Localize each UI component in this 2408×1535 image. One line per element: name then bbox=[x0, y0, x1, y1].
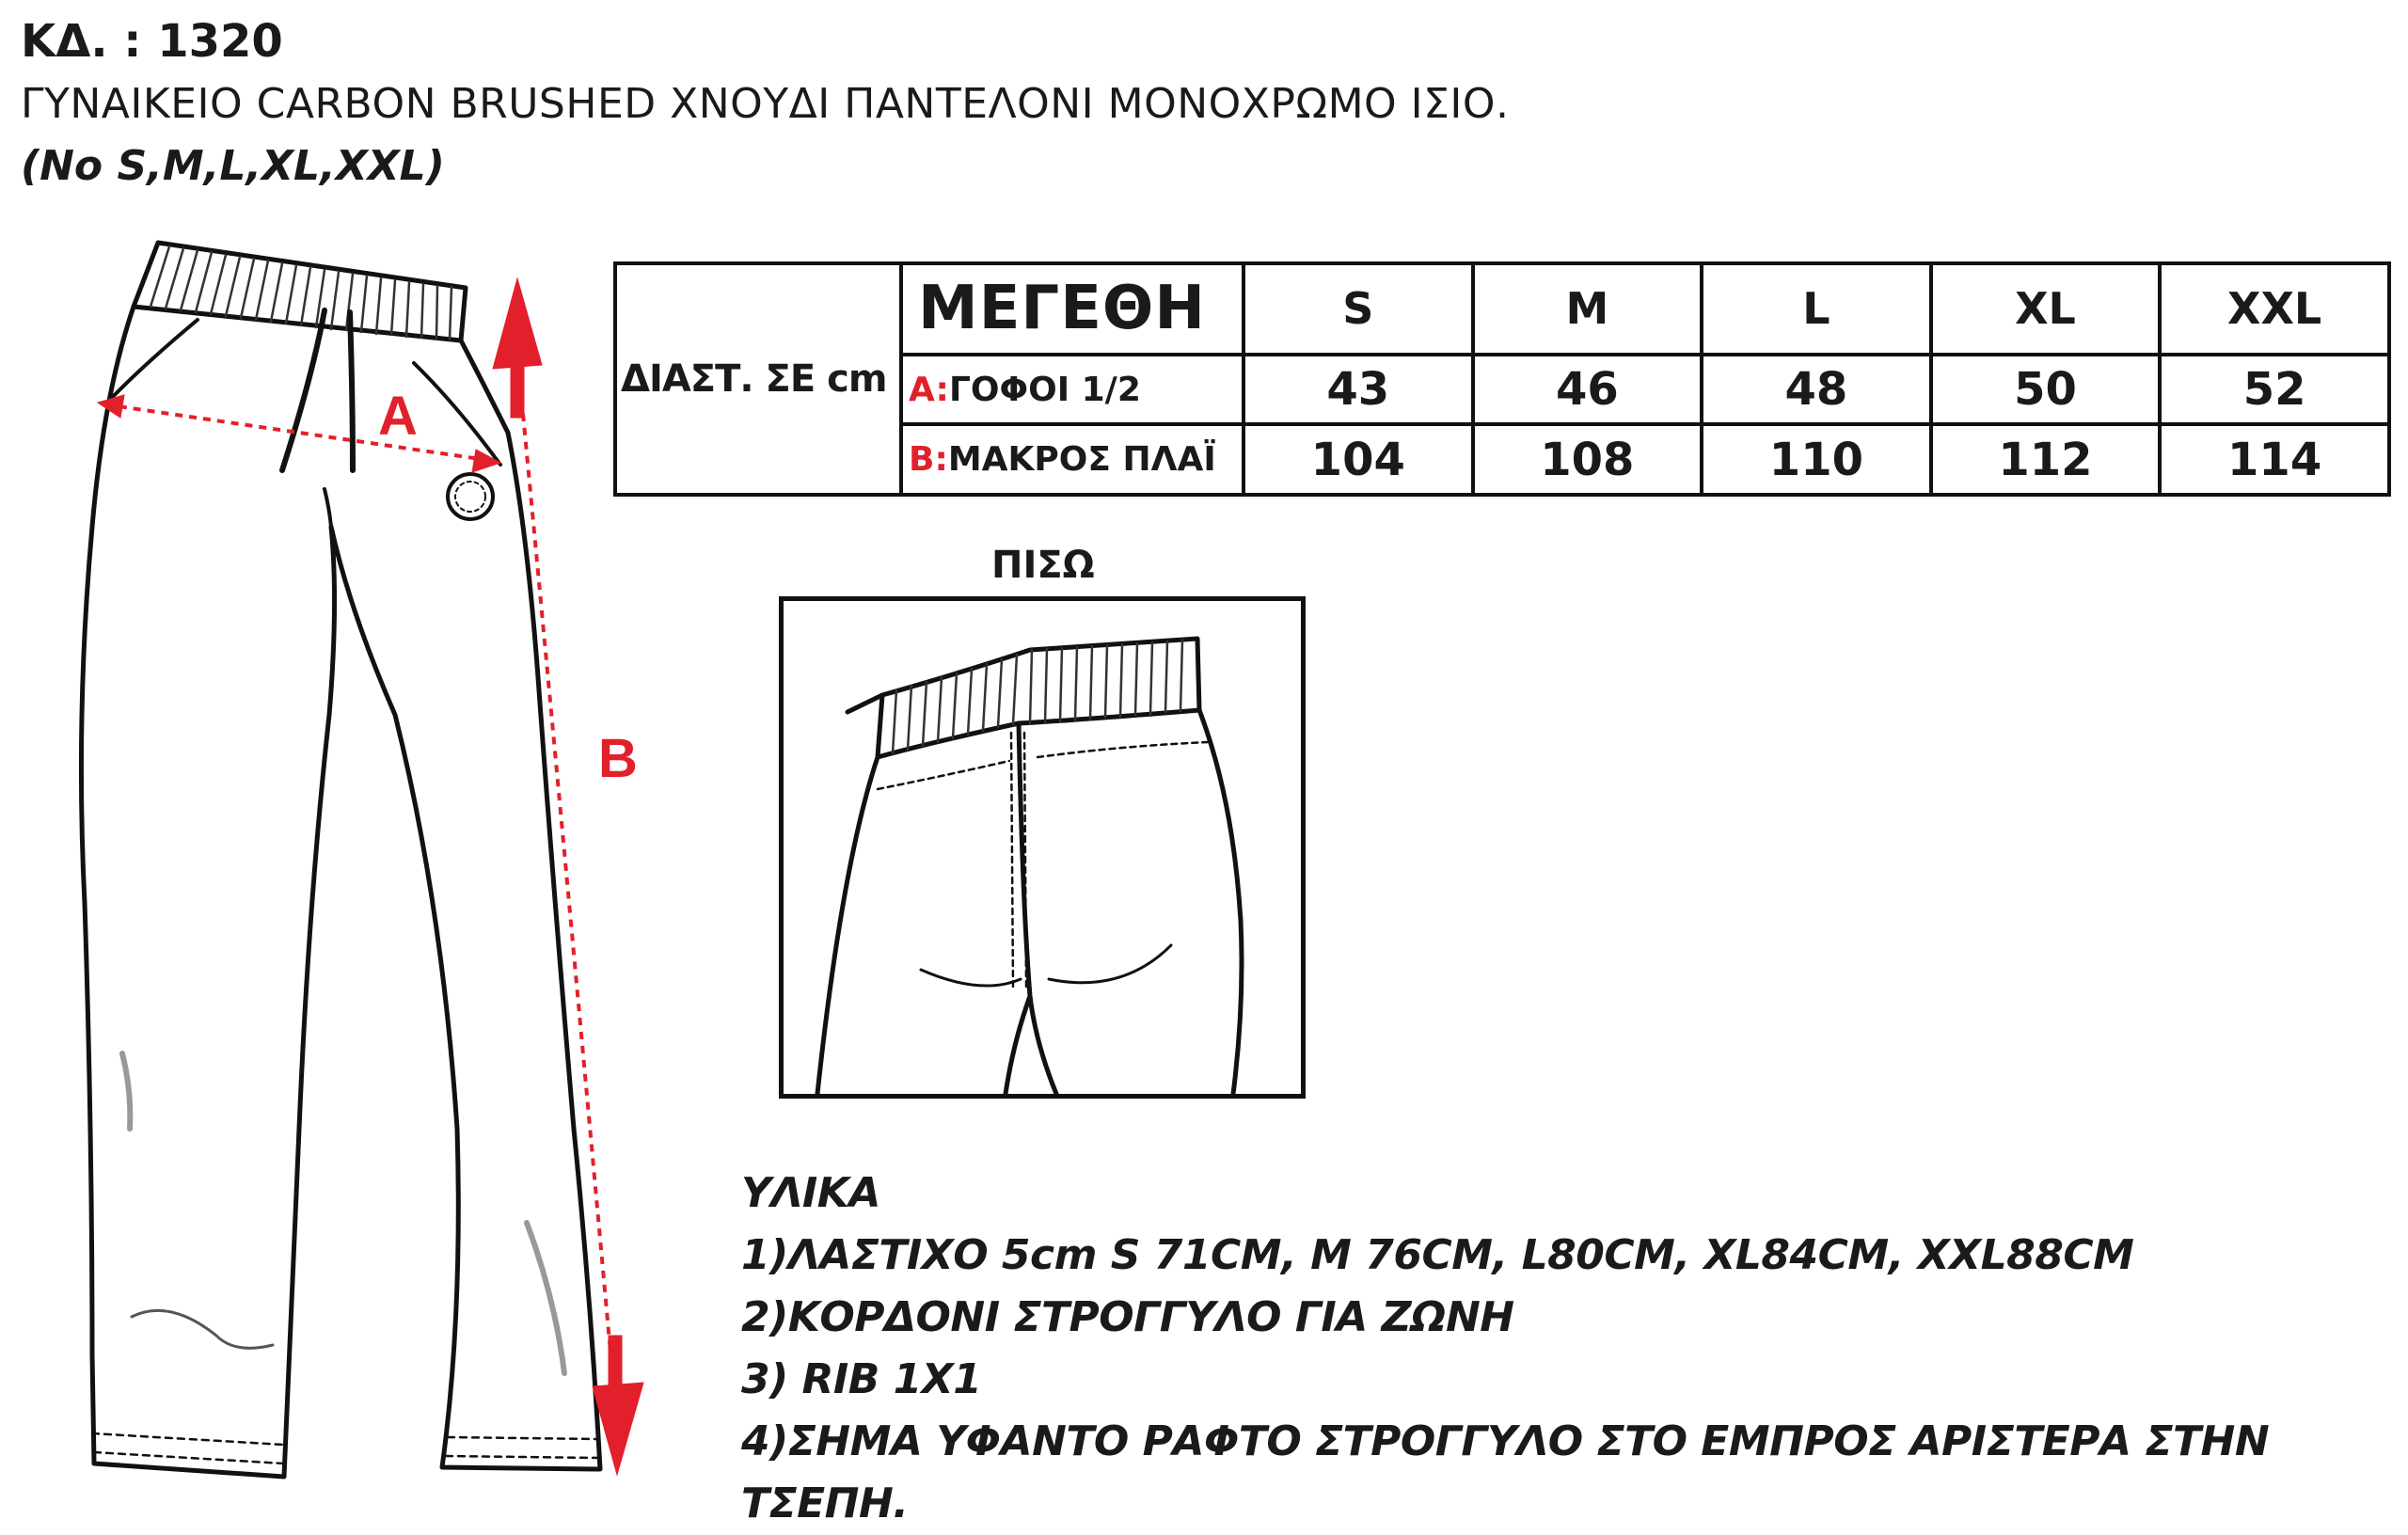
table-header-row bbox=[615, 263, 2389, 355]
materials-title: ΥΛΙΚΑ bbox=[741, 1169, 880, 1217]
back-view-box bbox=[779, 596, 1306, 1099]
materials-item: 1)ΛΑΣΤΙΧΟ 5cm S 71CM, M 76CM, L80CM, XL84CM, XXL88CM bbox=[741, 1231, 2134, 1279]
size-header-l: L bbox=[1702, 263, 1931, 355]
hips-value-l: 48 bbox=[1702, 355, 1931, 425]
size-table bbox=[613, 261, 2391, 497]
hips-value-xl: 50 bbox=[1931, 355, 2161, 425]
back-trouser-outline bbox=[817, 710, 1242, 1094]
size-header-m: M bbox=[1473, 263, 1703, 355]
materials-item: 2)ΚΟΡΔΟΝΙ ΣΤΡΟΓΓΥΛΟ ΓΙΑ ΖΩΝΗ bbox=[741, 1293, 1514, 1341]
back-view-label: ΠΙΣΩ bbox=[991, 544, 1095, 587]
row-label-hips bbox=[901, 355, 1244, 425]
length-value-l: 110 bbox=[1702, 424, 1931, 495]
row-label-side-length bbox=[901, 424, 1244, 495]
hips-value-s: 43 bbox=[1244, 355, 1473, 425]
materials-item: 3) RIB 1X1 bbox=[741, 1355, 982, 1403]
product-code: ΚΔ. : 1320 bbox=[21, 15, 283, 68]
front-trouser-outline bbox=[81, 307, 600, 1477]
hips-value-m: 46 bbox=[1473, 355, 1703, 425]
row-name-side-length: ΜΑΚΡΟΣ ΠΛΑΪ bbox=[947, 440, 1216, 480]
length-value-s: 104 bbox=[1244, 424, 1473, 495]
sizes-note: (No S,M,L,XL,XXL) bbox=[21, 142, 445, 190]
size-header-xl: XL bbox=[1931, 263, 2161, 355]
materials-section bbox=[741, 1163, 2408, 1535]
product-description: ΓΥΝΑΙΚΕΙΟ CARBON BRUSHED ΧΝΟΥΔΙ ΠΑΝΤΕΛΟΝΙ ΜΟΝΟΧΡΩΜΟ ΙΣΙΟ. bbox=[21, 80, 1510, 128]
measurement-b-label: B bbox=[598, 728, 638, 789]
length-value-m: 108 bbox=[1473, 424, 1703, 495]
dimensions-label: ΔΙΑΣΤ. ΣΕ cm bbox=[615, 263, 901, 495]
measurement-a-label: A bbox=[378, 386, 418, 447]
drawstring bbox=[282, 310, 353, 470]
row-letter-b: B: bbox=[909, 440, 948, 480]
back-trouser-drawing bbox=[784, 601, 1301, 1094]
materials-item: 4)ΣΗΜΑ ΥΦΑΝΤΟ ΡΑΦΤΟ ΣΤΡΟΓΓΥΛΟ ΣΤΟ ΕΜΠΡΟΣ ΑΡΙΣΤΕΡΑ ΣΤΗΝ ΤΣΕΠΗ. bbox=[741, 1417, 2270, 1527]
front-waistband bbox=[134, 243, 466, 340]
row-name-hips: ΓΟΦΟΙ 1/2 bbox=[948, 370, 1141, 409]
length-value-xl: 112 bbox=[1931, 424, 2161, 495]
size-header-s: S bbox=[1244, 263, 1473, 355]
front-trouser-drawing bbox=[0, 226, 677, 1492]
header bbox=[21, 9, 1510, 198]
size-header-xxl: XXL bbox=[2160, 263, 2389, 355]
length-value-xxl: 114 bbox=[2160, 424, 2389, 495]
hips-value-xxl: 52 bbox=[2160, 355, 2389, 425]
sizes-title: ΜΕΓΕΘΗ bbox=[901, 263, 1244, 355]
row-letter-a: A: bbox=[909, 370, 949, 409]
